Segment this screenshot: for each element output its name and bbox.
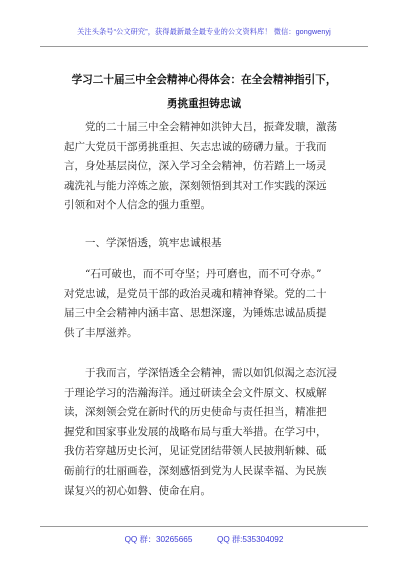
text-line: 魂洗礼与能力淬炼之旅，深刻领悟到其对工作实践的深远 — [64, 179, 327, 192]
footer — [0, 534, 408, 545]
header-divider — [40, 46, 368, 47]
section-heading-text: 一、学深悟透，筑牢忠诚根基 — [85, 237, 222, 249]
title-line-1: 学习二十届三中全会精神心得体会：在全会精神指引下， — [71, 74, 337, 86]
document-title — [40, 68, 368, 116]
text-line: 届三中全会精神内涵丰富、思想深邃，为锤炼忠诚品质提 — [64, 307, 327, 320]
text-line: 我仿若穿越历史长河，见证党团结带领人民披荆斩棘、砥 — [64, 445, 327, 458]
text-line: 握党和国家事业发展的战略布局与重大举措。在学习中， — [64, 425, 327, 438]
paragraph-intro — [64, 118, 350, 216]
paragraph-loyalty — [64, 265, 350, 343]
header-banner: 关注头条号“公文研究”，获得最新最全最专业的公文资料库！ 微信：gongwenyj — [77, 27, 331, 36]
paragraph-study — [64, 364, 350, 501]
text-line: 引领和对个人信念的强力重塑。 — [64, 199, 211, 212]
text-line: 党的二十届三中全会精神如洪钟大吕，振聋发聩，激荡 — [85, 121, 337, 133]
text-line: 于我而言，学深悟透全会精神，需以如饥似渴之态沉浸 — [85, 367, 337, 379]
footer-qq-group-2: QQ 群:535304092 — [216, 535, 284, 544]
text-line: 供了丰厚滋养。 — [64, 326, 138, 339]
text-line: 读，深刻领会党在新时代的历史使命与责任担当，精准把 — [64, 406, 327, 419]
section-heading — [64, 234, 350, 254]
title-line-2: 勇挑重担铸忠诚 — [166, 98, 242, 110]
text-line: 于理论学习的浩瀚海洋。通过研读全会文件原文、权威解 — [64, 386, 327, 399]
text-line: 言，身处基层岗位，深入学习全会精神，仿若踏上一场灵 — [64, 160, 327, 173]
footer-divider — [40, 526, 368, 527]
text-line: 起广大党员干部勇挑重担、矢志忠诚的磅礴力量。于我而 — [64, 140, 327, 153]
footer-qq-group-1: QQ 群：30265665 — [124, 535, 193, 544]
text-line: 对党忠诚，是党员干部的政治灵魂和精神脊梁。党的二十 — [64, 287, 327, 300]
text-line: “石可破也，而不可夺坚；丹可磨也，而不可夺赤。” — [85, 268, 322, 280]
text-line: 砺前行的壮丽画卷，深刻感悟到党为人民谋幸福、为民族 — [64, 464, 327, 477]
text-line: 谋复兴的初心如磐、使命在肩。 — [64, 484, 211, 497]
